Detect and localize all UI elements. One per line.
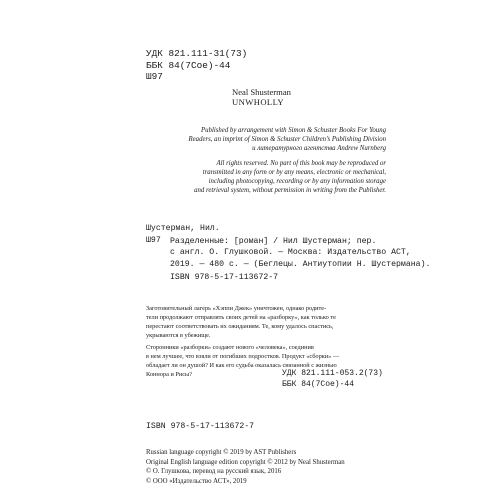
annotation-line: Заготовительный лагерь «Хэппи Джек» уничтожен, однако родите- (146, 305, 327, 312)
annotation-line: тели продолжают отправлять своих детей на «разборку», как только те (146, 314, 336, 321)
biblio-line: Разделенные: [роман] / Нил Шустерман; пер. (170, 237, 377, 246)
bbk-code: ББК 84(7Сое)-44 (146, 59, 231, 71)
arrangement-line: Readers, an imprint of Simon & Schuster Children’s Publishing Division (188, 136, 386, 143)
classification-bottom (282, 368, 383, 390)
original-author: Neal Shusterman (232, 87, 291, 97)
original-title: UNWHOLLY (232, 97, 284, 107)
arrangement-line: Published by arrangement with Simon & Schuster Books For Young (201, 127, 386, 134)
rights-line: including photocopying, recording or by any information storage (208, 178, 386, 185)
bbk-code: ББК 84(7Сое)-44 (282, 380, 355, 389)
rights-line: All rights reserved. No part of this book may be reproduced or (216, 160, 386, 167)
annotation-line: в нем лучшее, что взяли от погибших подростков. Продукт «сборки» — (146, 353, 340, 360)
copyright-notices (146, 448, 345, 486)
rights-line: transmitted in any form or by any means, electronic or mechanical, (202, 169, 386, 176)
biblio-isbn: ISBN 978-5-17-113672-7 (170, 273, 279, 283)
annotation-line: укрываются в убежище. (146, 332, 211, 339)
biblio-line: с англ. О. Глушковой. — Москва: Издательство АСТ, (170, 248, 411, 258)
annotation-line: Сторонники «разборки» создают нового «человека», соединив (146, 344, 314, 351)
copyright-line: Original English language edition copyright © 2012 by Neal Shusterman (146, 458, 345, 466)
annotation-line: обладает ли он душой? И как его судьба оказалась связанной с жизнью (146, 362, 337, 369)
copyright-line: Russian language copyright © 2019 by AST Publishers (146, 449, 297, 456)
author-mark: Ш97 (146, 71, 163, 82)
udk-code: УДК 821.111-31(73) (146, 48, 248, 59)
biblio-author-mark: Ш97 (146, 236, 161, 245)
rights-notice (146, 159, 386, 195)
biblio-line: 2019. — 480 с. — (Беглецы. Антиутопии Н. Шустермана). (170, 259, 431, 269)
annotation-line: перестают соответствовать их ожиданиям. Те, кому удалось спастись, (146, 323, 334, 330)
classification-top (146, 48, 247, 83)
arrangement-line: и литературного агентства Andrew Nurnberg (252, 145, 386, 152)
arrangement-note (146, 126, 386, 153)
biblio-heading: Шустерман, Нил. (146, 224, 220, 233)
annotation-line: Коннора и Рисы? (146, 371, 193, 378)
isbn-number: ISBN 978-5-17-113672-7 (146, 422, 255, 431)
biblio-record (170, 236, 431, 284)
copyright-line: © О. Глушкова, перевод на русский язык, 2016 (146, 468, 282, 476)
udk-code: УДК 821.111-053.2(73) (282, 369, 383, 378)
copyright-line: © ООО «Издательство АСТ», 2019 (146, 477, 247, 485)
rights-line: and retrieval system, without permission in writing from the Publisher. (194, 187, 386, 194)
